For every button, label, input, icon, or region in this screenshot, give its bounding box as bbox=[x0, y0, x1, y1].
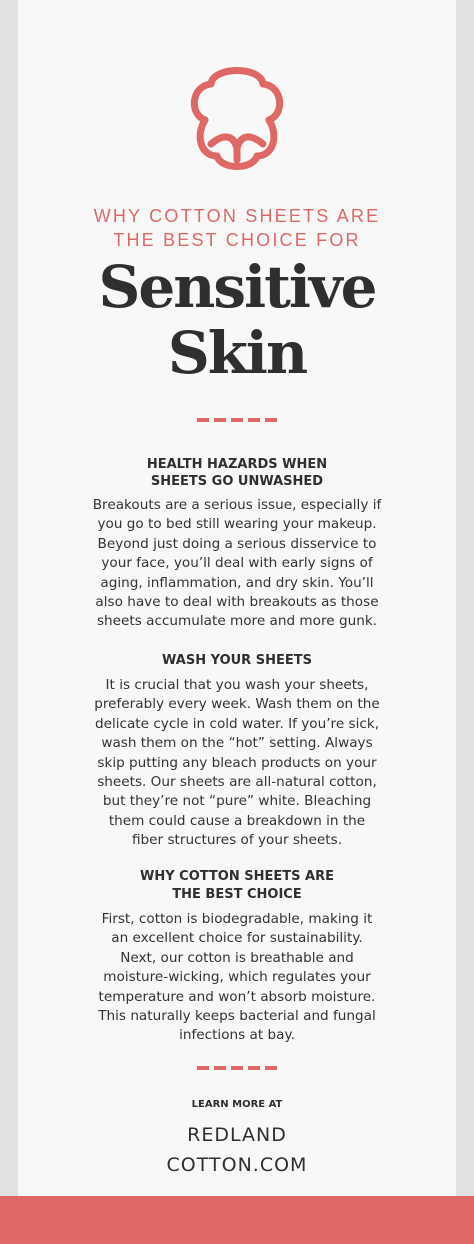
section-3-body bbox=[0, 910, 474, 1046]
section-3-body-line: Next, our cotton is breathable and bbox=[120, 949, 354, 966]
section-1-body-line: aging, inflammation, and dry skin. You’ll bbox=[100, 574, 374, 591]
section-1-body-line: your face, you’ll deal with early signs of bbox=[101, 555, 373, 572]
section-1-body-line: sheets accumulate more and more gunk. bbox=[96, 613, 378, 630]
section-2-body-line: delicate cycle in cold water. If you’re sick, bbox=[94, 715, 380, 732]
section-3-body-line: moisture-wicking, which regulates your bbox=[103, 969, 371, 986]
footer-accent-bar bbox=[0, 1196, 474, 1244]
section-3-body-line: infections at bay. bbox=[179, 1027, 295, 1044]
section-1-body-line: also have to deal with breakouts as those bbox=[95, 594, 379, 611]
divider-bottom bbox=[197, 1066, 277, 1070]
learn-more-label: LEARN MORE AT bbox=[191, 1099, 283, 1110]
page-title-line-1: Sensitive bbox=[98, 253, 376, 321]
section-3-body-line: temperature and won’t absorb moisture. bbox=[98, 988, 376, 1005]
section-1-heading-line-1: HEALTH HAZARDS WHEN bbox=[146, 457, 328, 472]
section-3-body-line: This naturally keeps bacterial and fungal bbox=[98, 1008, 376, 1025]
section-3-body-line: First, cotton is biodegradable, making it bbox=[101, 911, 373, 927]
cotton-boll-icon bbox=[187, 60, 287, 186]
section-1-body-line: Beyond just doing a serious disservice to bbox=[97, 535, 377, 552]
divider-top bbox=[197, 418, 277, 422]
section-2-body-line: It is crucial that you wash your sheets, bbox=[105, 677, 369, 693]
kicker-line-1: WHY COTTON SHEETS ARE bbox=[93, 206, 381, 226]
section-1-body-line: you go to bed still wearing your makeup. bbox=[97, 516, 377, 533]
section-2-body-line: wash them on the “hot” setting. Always bbox=[101, 735, 373, 752]
section-2-body-line: preferably every week. Wash them on the bbox=[94, 696, 380, 713]
kicker-line-2: THE BEST CHOICE FOR bbox=[113, 230, 361, 250]
section-1-body bbox=[0, 496, 474, 632]
section-2-body-line: fiber structures of your sheets. bbox=[131, 832, 343, 849]
section-2-body bbox=[0, 676, 474, 851]
section-3-body-line: an excellent choice for sustainability. bbox=[111, 930, 363, 947]
section-1-body-line: Breakouts are a serious issue, especially if bbox=[92, 497, 382, 513]
section-3-heading-line-2: THE BEST CHOICE bbox=[172, 887, 302, 902]
page-title-line-2: Skin bbox=[167, 319, 307, 387]
section-2-heading: WASH YOUR SHEETS bbox=[162, 653, 312, 668]
section-3-heading-line-1: WHY COTTON SHEETS ARE bbox=[140, 869, 334, 884]
section-1-heading-line-2: SHEETS GO UNWASHED bbox=[150, 474, 324, 489]
section-2-body-line: them could cause a breakdown in the bbox=[108, 812, 366, 829]
section-2-body-line: skip putting any bleach products on your bbox=[97, 754, 377, 771]
website-line-2: COTTON.COM bbox=[166, 1154, 308, 1176]
section-2-body-line: but they’re not “pure” white. Bleaching bbox=[102, 793, 372, 810]
section-2-body-line: sheets. Our sheets are all-natural cotton, bbox=[97, 774, 377, 791]
website-line-1: REDLAND bbox=[187, 1124, 287, 1146]
